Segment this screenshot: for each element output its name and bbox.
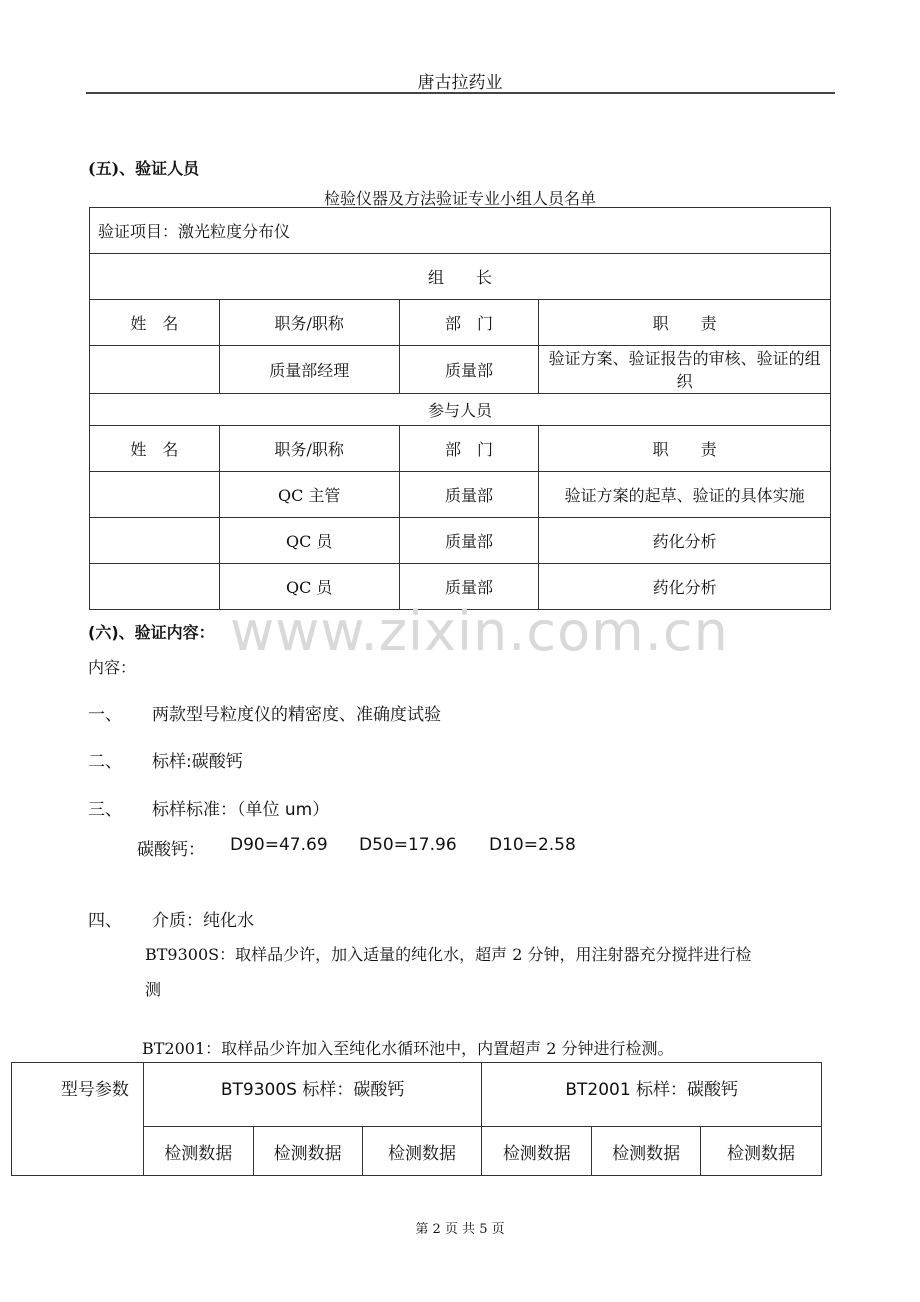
cell-title: QC 员 — [219, 518, 399, 564]
item-3-num: 三、 — [88, 800, 122, 820]
data-cell: 检测数据 — [362, 1127, 482, 1176]
cell-duty: 药化分析 — [539, 518, 831, 564]
section6-intro: 内容： — [88, 658, 137, 677]
header-company: 唐古拉药业 — [417, 73, 503, 93]
param-header: 型号参数 — [12, 1063, 144, 1176]
bt9300s-desc: BT9300S：取样品少许，加入适量的纯化水，超声 2 分钟，用注射器充分搅拌进行检 — [145, 945, 752, 964]
section5-title: (五)、验证人员 — [88, 159, 200, 178]
item-2-num: 二、 — [88, 752, 122, 772]
bt2001-desc: BT2001：取样品少许加入至纯化水循环池中，内置超声 2 分钟进行检测。 — [142, 1039, 674, 1058]
header-rule — [86, 92, 835, 94]
cell-dept: 质量部 — [399, 346, 539, 394]
cell-duty: 药化分析 — [539, 564, 831, 610]
watermark: www.zixin.com.cn — [230, 600, 729, 663]
cell-name — [90, 564, 220, 610]
personnel-table — [89, 207, 831, 610]
data-cell: 检测数据 — [143, 1127, 253, 1176]
page-number: 第 2 页 共 5 页 — [415, 1222, 505, 1237]
leader-heading: 组 长 — [90, 254, 831, 300]
cell-name — [90, 472, 220, 518]
item-1-text: 两款型号粒度仪的精密度、准确度试验 — [152, 705, 441, 725]
item-3-text: 标样标准：（单位 um） — [152, 800, 330, 820]
col-title: 职务/职称 — [219, 300, 399, 346]
col-dept: 部 门 — [399, 426, 539, 472]
bt9300s-desc-cont: 测 — [145, 980, 162, 999]
group-bt9300s: BT9300S 标样：碳酸钙 — [143, 1063, 482, 1127]
data-cell: 检测数据 — [253, 1127, 362, 1176]
col-title: 职务/职称 — [219, 426, 399, 472]
cell-duty: 验证方案的起草、验证的具体实施 — [539, 472, 831, 518]
data-cell: 检测数据 — [482, 1127, 592, 1176]
participants-heading: 参与人员 — [90, 394, 831, 426]
table-title: 检验仪器及方法验证专业小组人员名单 — [323, 189, 596, 208]
item-4-num: 四、 — [88, 911, 122, 931]
col-name: 姓 名 — [90, 300, 220, 346]
cell-title: 质量部经理 — [219, 346, 399, 394]
standard-label: 碳酸钙： — [137, 840, 205, 860]
col-duty: 职 责 — [539, 300, 831, 346]
cell-name — [90, 346, 220, 394]
item-4-text: 介质：纯化水 — [152, 911, 254, 931]
cell-name — [90, 518, 220, 564]
cell-dept: 质量部 — [399, 518, 539, 564]
data-cell: 检测数据 — [701, 1127, 822, 1176]
table-row — [90, 518, 831, 564]
col-dept: 部 门 — [399, 300, 539, 346]
project-cell: 验证项目：激光粒度分布仪 — [90, 208, 831, 254]
cell-duty: 验证方案、验证报告的审核、验证的组织 — [539, 346, 831, 394]
col-duty: 职 责 — [539, 426, 831, 472]
group-bt2001: BT2001 标样：碳酸钙 — [482, 1063, 822, 1127]
data-cell: 检测数据 — [592, 1127, 701, 1176]
cell-dept: 质量部 — [399, 472, 539, 518]
standard-d10: D10=2.58 — [489, 835, 576, 855]
table-row — [90, 472, 831, 518]
cell-title: QC 主管 — [219, 472, 399, 518]
item-1-num: 一、 — [88, 705, 122, 725]
standard-d90: D90=47.69 — [230, 835, 328, 855]
cell-dept: 质量部 — [399, 564, 539, 610]
table-row — [90, 346, 831, 394]
standard-d50: D50=17.96 — [359, 835, 457, 855]
item-2-text: 标样:碳酸钙 — [152, 752, 243, 772]
cell-title: QC 员 — [219, 564, 399, 610]
section6-title: (六)、验证内容： — [88, 623, 215, 642]
data-table — [11, 1062, 822, 1176]
col-name: 姓 名 — [90, 426, 220, 472]
